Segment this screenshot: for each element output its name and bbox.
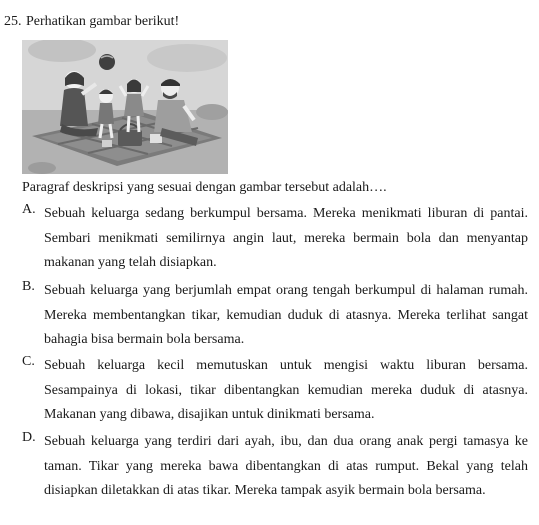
option-a[interactable] — [22, 202, 528, 276]
option-d[interactable] — [22, 430, 528, 504]
option-text: Sebuah keluarga kecil memutuskan untuk mengisi waktu liburan bersama. Sesampainya di lokasi, tikar dibentangkan kemudian mereka duduk di atasnya. Makanan yang dibawa, disajikan untuk dinikmati bersama. — [44, 358, 528, 422]
question-number: 25. — [4, 14, 22, 29]
option-text: Sebuah keluarga yang berjumlah empat orang tengah berkumpul di halaman rumah. Mereka membentangkan tikar, kemudian duduk di atasnya. Mereka terlihat sangat bahagia bisa bermain bola bersama. — [44, 283, 528, 347]
family-picnic-illustration — [22, 40, 228, 174]
option-b[interactable] — [22, 279, 528, 353]
question-header — [4, 14, 179, 30]
option-letter: C. — [22, 354, 35, 369]
option-c[interactable] — [22, 354, 528, 428]
option-letter: A. — [22, 202, 36, 217]
option-text: Sebuah keluarga yang terdiri dari ayah, ibu, dan dua orang anak pergi tamasya ke taman. Tikar yang mereka bawa dibentangkan di atas rumput. Bekal yang telah disiapkan diletakkan di atas tikar. Mereka tampak asyik bermain bola bersama. — [44, 434, 528, 498]
option-letter: B. — [22, 279, 35, 294]
option-letter: D. — [22, 430, 36, 445]
option-text: Sebuah keluarga sedang berkumpul bersama. Mereka menikmati liburan di pantai. Sembari menikmati semilirnya angin laut, mereka bermain bola dan menyantap makanan yang telah disiapkan. — [44, 206, 528, 270]
question-prompt: Paragraf deskripsi yang sesuai dengan gambar tersebut adalah…. — [22, 180, 387, 195]
question-instruction: Perhatikan gambar berikut! — [26, 14, 180, 29]
